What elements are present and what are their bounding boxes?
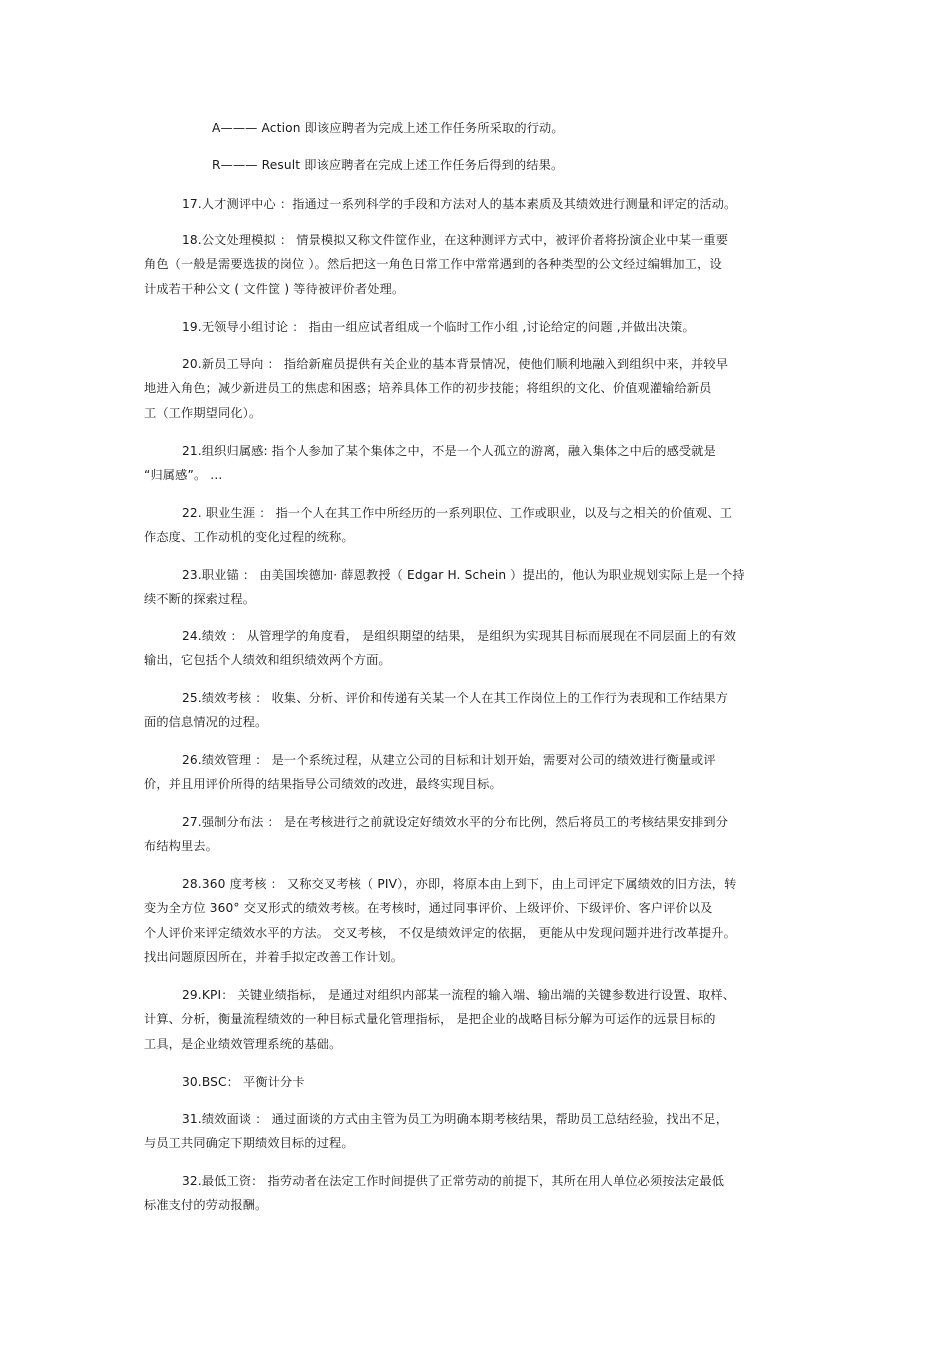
text-line: 布结构里去。 bbox=[144, 839, 219, 853]
text-line: 23.职业锚 ： 由美国埃德加· 薛恩教授（ Edgar H. Schein ）提出的，他认为职业规划实际上是一个持 bbox=[182, 568, 745, 582]
text-line: 22. 职业生涯 ： 指一个人在其工作中所经历的一系列职位、工作或职业，以及与之相关的价值观、工 bbox=[182, 506, 733, 520]
text-line: 找出问题原因所在，并着手拟定改善工作计划。 bbox=[144, 950, 404, 964]
text-line: “归属感”。 ... bbox=[144, 468, 223, 482]
text-line: 18.公文处理模拟 ： 情景模拟又称文件筐作业，在这种测评方式中，被评价者将扮演企业中某一重要 bbox=[182, 233, 729, 247]
text-line: 27.强制分布法 ： 是在考核进行之前就设定好绩效水平的分布比例，然后将员工的考核结果安排到分 bbox=[182, 815, 729, 829]
text-line: 与员工共同确定下期绩效目标的过程。 bbox=[144, 1136, 354, 1150]
text-line: 17.人才测评中心 ：指通过一系列科学的手段和方法对人的基本素质及其绩效进行测量和评定的活动。 bbox=[182, 197, 737, 211]
text-line: 标准支付的劳动报酬。 bbox=[144, 1198, 268, 1212]
text-line: 21.组织归属感: 指个人参加了某个集体之中，不是一个人孤立的游离，融入集体之中后的感受就是 bbox=[182, 444, 716, 458]
text-line: 角色（一般是需要选拔的岗位 ）。然后把这一角色日常工作中常常遇到的各种类型的公文经过编辑加工，设 bbox=[144, 257, 722, 271]
text-line: 输出，它包括个人绩效和组织绩效两个方面。 bbox=[144, 653, 391, 667]
text-line: 续不断的探索过程。 bbox=[144, 592, 256, 606]
text-line: 30.BSC： 平衡计分卡 bbox=[182, 1075, 305, 1089]
text-line: 31.绩效面谈 ： 通过面谈的方式由主管为员工为明确本期考核结果，帮助员工总结经验，找出不足， bbox=[182, 1112, 729, 1126]
text-line: 24.绩效 ： 从管理学的角度看， 是组织期望的结果， 是组织为实现其目标而展现在不同层面上的有效 bbox=[182, 629, 737, 643]
text-line: 28.360 度考核 ： 又称交叉考核（ PIV），亦即，将原本由上到下，由上司评定下属绩效的旧方法，转 bbox=[182, 877, 737, 891]
text-line: 面的信息情况的过程。 bbox=[144, 715, 268, 729]
text-line: 地进入角色；减少新进员工的焦虑和困惑；培养具体工作的初步技能；将组织的文化、价值观灌输给新员 bbox=[144, 381, 712, 395]
text-line: R——— Result 即该应聘者在完成上述工作任务后得到的结果。 bbox=[212, 158, 564, 172]
text-line: 20.新员工导向 ： 指给新雇员提供有关企业的基本背景情况，使他们顺利地融入到组织中来，并较早 bbox=[182, 357, 729, 371]
text-line: 29.KPI： 关键业绩指标， 是通过对组织内部某一流程的输入端、输出端的关键参数进行设置、取样、 bbox=[182, 988, 736, 1002]
text-line: 作态度、工作动机的变化过程的统称。 bbox=[144, 530, 354, 544]
text-line: 计算、分析，衡量流程绩效的一种目标式量化管理指标， 是把企业的战略目标分解为可运作的远景目标的 bbox=[144, 1012, 716, 1026]
text-line: 变为全方位 360° 交叉形式的绩效考核。在考核时，通过同事评价、上级评价、下级评价、客户评价以及 bbox=[144, 901, 713, 915]
text-line: 价，并且用评价所得的结果指导公司绩效的改进，最终实现目标。 bbox=[144, 777, 502, 791]
text-line: 19.无领导小组讨论 ： 指由一组应试者组成一个临时工作小组 ,讨论给定的问题 ,并做出决策。 bbox=[182, 320, 695, 334]
text-line: 32.最低工资： 指劳动者在法定工作时间提供了正常劳动的前提下，其所在用人单位必须按法定最低 bbox=[182, 1174, 725, 1188]
text-line: 个人评价来评定绩效水平的方法。 交叉考核， 不仅是绩效评定的依据， 更能从中发现问题并进行改革提升。 bbox=[144, 926, 736, 940]
text-line: 工（工作期望同化）。 bbox=[144, 406, 262, 420]
text-line: A——— Action 即该应聘者为完成上述工作任务所采取的行动。 bbox=[212, 121, 564, 135]
text-line: 26.绩效管理 ： 是一个系统过程，从建立公司的目标和计划开始，需要对公司的绩效进行衡量或评 bbox=[182, 753, 716, 767]
text-line: 计成若干种公文 ( 文件筐 ) 等待被评价者处理。 bbox=[144, 282, 405, 296]
text-line: 工具，是企业绩效管理系统的基础。 bbox=[144, 1037, 342, 1051]
text-line: 25.绩效考核 ： 收集、分析、评价和传递有关某一个人在其工作岗位上的工作行为表现和工作结果方 bbox=[182, 691, 729, 705]
